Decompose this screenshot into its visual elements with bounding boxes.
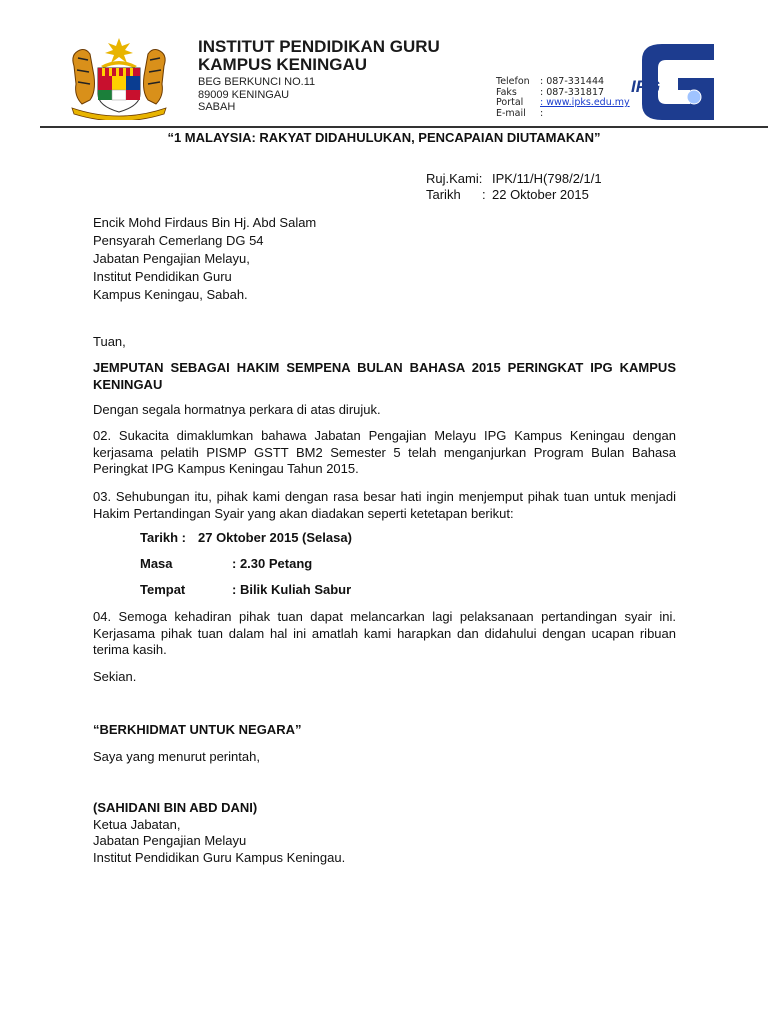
closing-menurut: Saya yang menurut perintah, [93, 749, 260, 764]
detail-label: Masa [140, 556, 173, 571]
contact-label: Portal [496, 97, 524, 108]
closing-sekian: Sekian. [93, 669, 137, 684]
paragraph-4: 04. Semoga kehadiran pihak tuan dapat melancarkan lagi pelaksanaan pertandingan syair ini. Kerjasama pihak tuan dalam hal ini amatlah kami harapkan dan didahului dengan ucapan ribuan terima kasih. [93, 609, 676, 657]
recipient-line: Kampus Keningau, Sabah. [93, 287, 248, 302]
reference-block [426, 171, 602, 203]
contact-label: Faks [496, 86, 517, 98]
contact-value: : 087-331444 [540, 76, 605, 87]
portal-link[interactable]: : www.ipks.edu.my [540, 97, 630, 108]
paragraph-1: Dengan segala hormatnya perkara di atas dirujuk. [93, 402, 381, 417]
salutation: Tuan, [93, 334, 126, 349]
recipient-line: Jabatan Pengajian Melayu, [93, 251, 250, 266]
address-line: 89009 KENINGAU [198, 88, 290, 101]
tarikh-separator: : [482, 187, 486, 202]
ruj-value: IPK/11/H(798/2/1/1 [492, 171, 602, 186]
contact-value: : [540, 107, 544, 119]
ipg-logo [628, 40, 720, 124]
ipg-logo-text: IPG [631, 77, 661, 96]
detail-value: 27 Oktober 2015 (Selasa) [198, 530, 352, 545]
address-line: SABAH [198, 101, 236, 113]
closing-slogan: “BERKHIDMAT UNTUK NEGARA” [93, 722, 302, 737]
detail-value: : 2.30 Petang [232, 556, 313, 571]
coat-of-arms-logo [64, 36, 174, 120]
contact-block [496, 77, 630, 119]
event-details [140, 530, 352, 608]
recipient-address [93, 214, 316, 304]
contact-value: : 087-331817 [540, 86, 605, 98]
letter-subject: JEMPUTAN SEBAGAI HAKIM SEMPENA BULAN BAHASA 2015 PERINGKAT IPG KAMPUS KENINGAU [93, 360, 676, 392]
contact-label: Telefon [496, 76, 530, 87]
detail-row [140, 530, 352, 556]
recipient-line: Pensyarah Cemerlang DG 54 [93, 233, 264, 248]
tarikh-value: 22 Oktober 2015 [492, 187, 589, 202]
institution-address [198, 76, 315, 114]
motto: “1 MALAYSIA: RAKYAT DIDAHULUKAN, PENCAPAIAN DIUTAMAKAN” [167, 130, 601, 145]
ruj-label: Ruj.Kami: [426, 171, 483, 186]
detail-row [140, 582, 352, 608]
institution-name-line1: INSTITUT PENDIDIKAN GURU [198, 37, 440, 56]
signature-block [93, 800, 345, 866]
detail-value: : Bilik Kuliah Sabur [232, 582, 352, 597]
signer-title-line: Ketua Jabatan, [93, 816, 181, 832]
paragraph-2: 02. Sukacita dimaklumkan bahawa Jabatan Pengajian Melayu IPG Kampus Keningau dengan kerjasama pelatih PISMP GSTT BM2 Semester 5 telah menganjurkan Program Bulan Bahasa Peringkat IPG Kampus Keningau Tahun 2015. [93, 428, 676, 476]
detail-label: Tarikh : [140, 530, 186, 545]
tarikh-label: Tarikh [426, 187, 461, 202]
signer-title-line: Jabatan Pengajian Melayu [93, 833, 247, 848]
header-divider [40, 126, 768, 128]
contact-label: E-mail [496, 107, 526, 119]
detail-label: Tempat [140, 582, 186, 597]
paragraph-3: 03. Sehubungan itu, pihak kami dengan rasa besar hati ingin menjemput pihak tuan untuk menjadi Hakim Pertandingan Syair yang akan diadakan seperti ketetapan berikut: [93, 489, 676, 521]
signer-title-line: Institut Pendidikan Guru Kampus Keningau. [93, 849, 346, 865]
address-line: BEG BERKUNCI NO.11 [198, 76, 316, 88]
institution-name-line2: KAMPUS KENINGAU [198, 55, 368, 74]
signer-name: (SAHIDANI BIN ABD DANI) [93, 800, 258, 815]
detail-row [140, 556, 352, 582]
institution-name [198, 38, 440, 74]
recipient-line: Encik Mohd Firdaus Bin Hj. Abd Salam [93, 215, 317, 230]
recipient-line: Institut Pendidikan Guru [93, 269, 232, 284]
